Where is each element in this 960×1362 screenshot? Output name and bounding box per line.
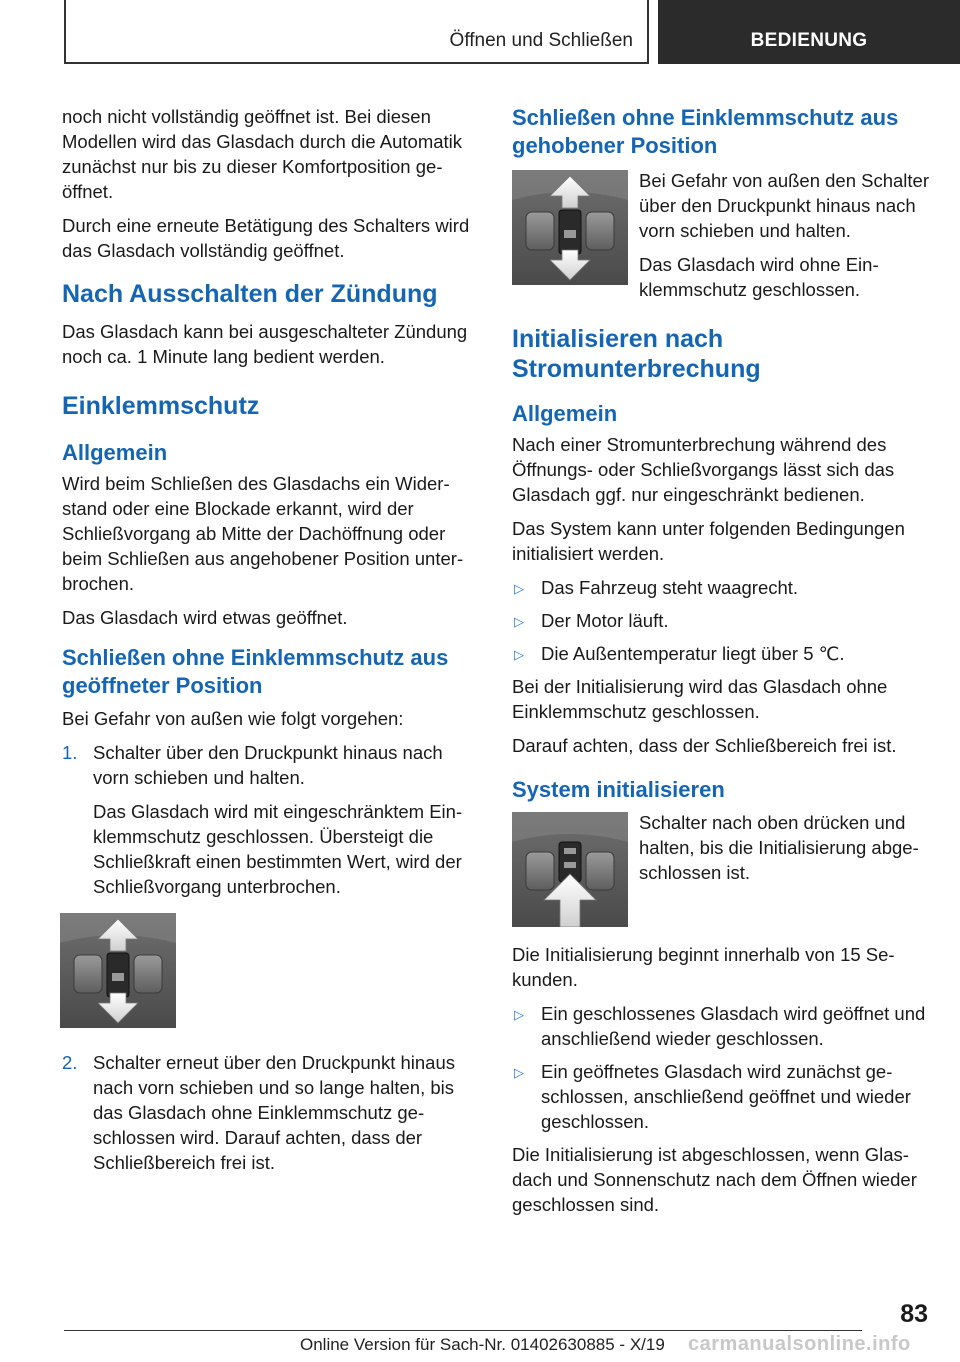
list-item (512, 575, 932, 600)
figure-row (512, 810, 932, 928)
figure-row (512, 168, 932, 302)
paragraph: Das Glasdach kann bei ausgeschalteter Zündung noch ca. 1 Minute lang bedient werden. (62, 321, 468, 367)
switch-up-figure (512, 812, 628, 927)
conditions-list (512, 575, 932, 666)
bullet-triangle-icon: ▷ (514, 647, 524, 662)
right-column (512, 104, 932, 1226)
list-item-text: Ein geöffnetes Glasdach wird zunächst geschlossen, anschließend geöffnet und wieder geschlossen. (541, 1061, 911, 1132)
roof-switch-icon (60, 913, 176, 1028)
step-text: Schalter über den Druckpunkt hinaus nach vorn schieben und halten. (93, 742, 443, 788)
watermark: carmanualsonline.info (688, 1333, 911, 1355)
step-number: 2. (62, 1052, 78, 1073)
heading-allgemein: Allgemein (62, 440, 168, 465)
list-item-text: Der Motor läuft. (541, 610, 669, 631)
heading-geoeffneter-position: Schließen ohne Einklemmschutz aus geöffneter Position (62, 645, 449, 698)
step-number: 1. (62, 742, 78, 763)
paragraph: Wird beim Schließen des Glasdachs ein Widerstand oder eine Blockade erkannt, wird der Schließvorgang ab Mitte der Dachöffnung oder beim Schließen aus angehobener Position unterbrochen. (62, 473, 464, 594)
heading-initialisieren: Initialisieren nach Stromunterbrechung (512, 325, 761, 383)
paragraph: Darauf achten, dass der Schließbereich frei ist. (512, 735, 897, 756)
paragraph: Das Glasdach wird ohne Einklemmschutz geschlossen. (639, 254, 879, 300)
roof-switch-icon (512, 170, 628, 285)
roof-switch-icon (512, 812, 628, 927)
paragraph: Das System kann unter folgenden Bedingungen initialisiert werden. (512, 518, 905, 564)
heading-einklemmschutz: Einklemmschutz (62, 392, 260, 420)
chapter-tab[interactable] (658, 0, 960, 64)
section-title: Öffnen und Schließen (449, 30, 633, 51)
paragraph: Die Initialisierung beginnt innerhalb von 15 Sekunden. (512, 944, 895, 990)
figure-text (639, 810, 932, 885)
paragraph: Durch eine erneute Betätigung des Schalters wird das Glasdach vollständig geöffnet. (62, 215, 470, 261)
paragraph: Bei der Initialisierung wird das Glasdach ohne Einklemmschutz geschlossen. (512, 676, 888, 722)
list-item-text: Die Außentemperatur liegt über 5 ℃. (541, 643, 845, 664)
paragraph: Nach einer Stromunterbrechung während des Öffnungs- oder Schließvorgangs lässt sich das Glasdach ggf. nur eingeschränkt bedienen. (512, 434, 895, 505)
heading-system-initialisieren: System initialisieren (512, 777, 725, 802)
list-item (62, 1050, 482, 1175)
paragraph: noch nicht vollständig geöffnet ist. Bei diesen Modellen wird das Glasdach durch die Automatik zunächst nur bis zu dieser Komfortposition geöffnet. (62, 106, 463, 202)
list-item (512, 608, 932, 633)
steps-list-continued (62, 1050, 482, 1175)
heading-nach-ausschalten: Nach Ausschalten der Zündung (62, 280, 438, 308)
results-list (512, 1001, 932, 1134)
left-column (62, 104, 482, 1184)
heading-gehobener-position: Schließen ohne Einklemmschutz aus gehobener Position (512, 105, 899, 158)
figure-text (639, 168, 932, 302)
list-item (512, 1001, 932, 1051)
bullet-triangle-icon: ▷ (514, 581, 524, 596)
bullet-triangle-icon: ▷ (514, 1065, 524, 1080)
switch-forward-figure (512, 170, 628, 285)
paragraph: Das Glasdach wird etwas geöffnet. (62, 607, 348, 628)
paragraph: Die Initialisierung ist abgeschlossen, wenn Glasdach und Sonnenschutz nach dem Öffnen wieder geschlossen sind. (512, 1144, 917, 1215)
chapter-tab-label: BEDIENUNG (750, 30, 868, 51)
bullet-triangle-icon: ▷ (514, 614, 524, 629)
paragraph: Bei Gefahr von außen wie folgt vorgehen: (62, 708, 404, 729)
footer-online-version: Online Version für Sach-Nr. 01402630885 - X/19 (300, 1335, 665, 1354)
page-number: 83 (900, 1300, 928, 1328)
bullet-triangle-icon: ▷ (514, 1007, 524, 1022)
list-item (512, 641, 932, 666)
step-subtext: Das Glasdach wird mit eingeschränktem Einklemmschutz geschlossen. Übersteigt die Schließkraft einen bestimmten Wert, wird der Schließvorgang unterbrochen. (93, 801, 463, 897)
steps-list (62, 740, 482, 899)
paragraph: Bei Gefahr von außen den Schalter über den Druckpunkt hinaus nach vorn schieben und halten. (639, 170, 930, 241)
footer-divider (64, 1330, 862, 1331)
list-item (512, 1059, 932, 1134)
switch-forward-figure (60, 913, 176, 1028)
header-box (64, 0, 649, 64)
list-item-text: Das Fahrzeug steht waagrecht. (541, 577, 799, 598)
step-text: Schalter erneut über den Druckpunkt hinaus nach vorn schieben und so lange halten, bis das Glasdach ohne Einklemmschutz geschlossen wird. Darauf achten, dass der Schließbereich frei ist. (93, 1052, 455, 1173)
paragraph: Schalter nach oben drücken und halten, bis die Initialisierung abgeschlossen ist. (639, 812, 919, 883)
list-item-text: Ein geschlossenes Glasdach wird geöffnet und anschließend wieder geschlossen. (541, 1003, 926, 1049)
heading-allgemein: Allgemein (512, 401, 618, 426)
list-item (62, 740, 482, 899)
